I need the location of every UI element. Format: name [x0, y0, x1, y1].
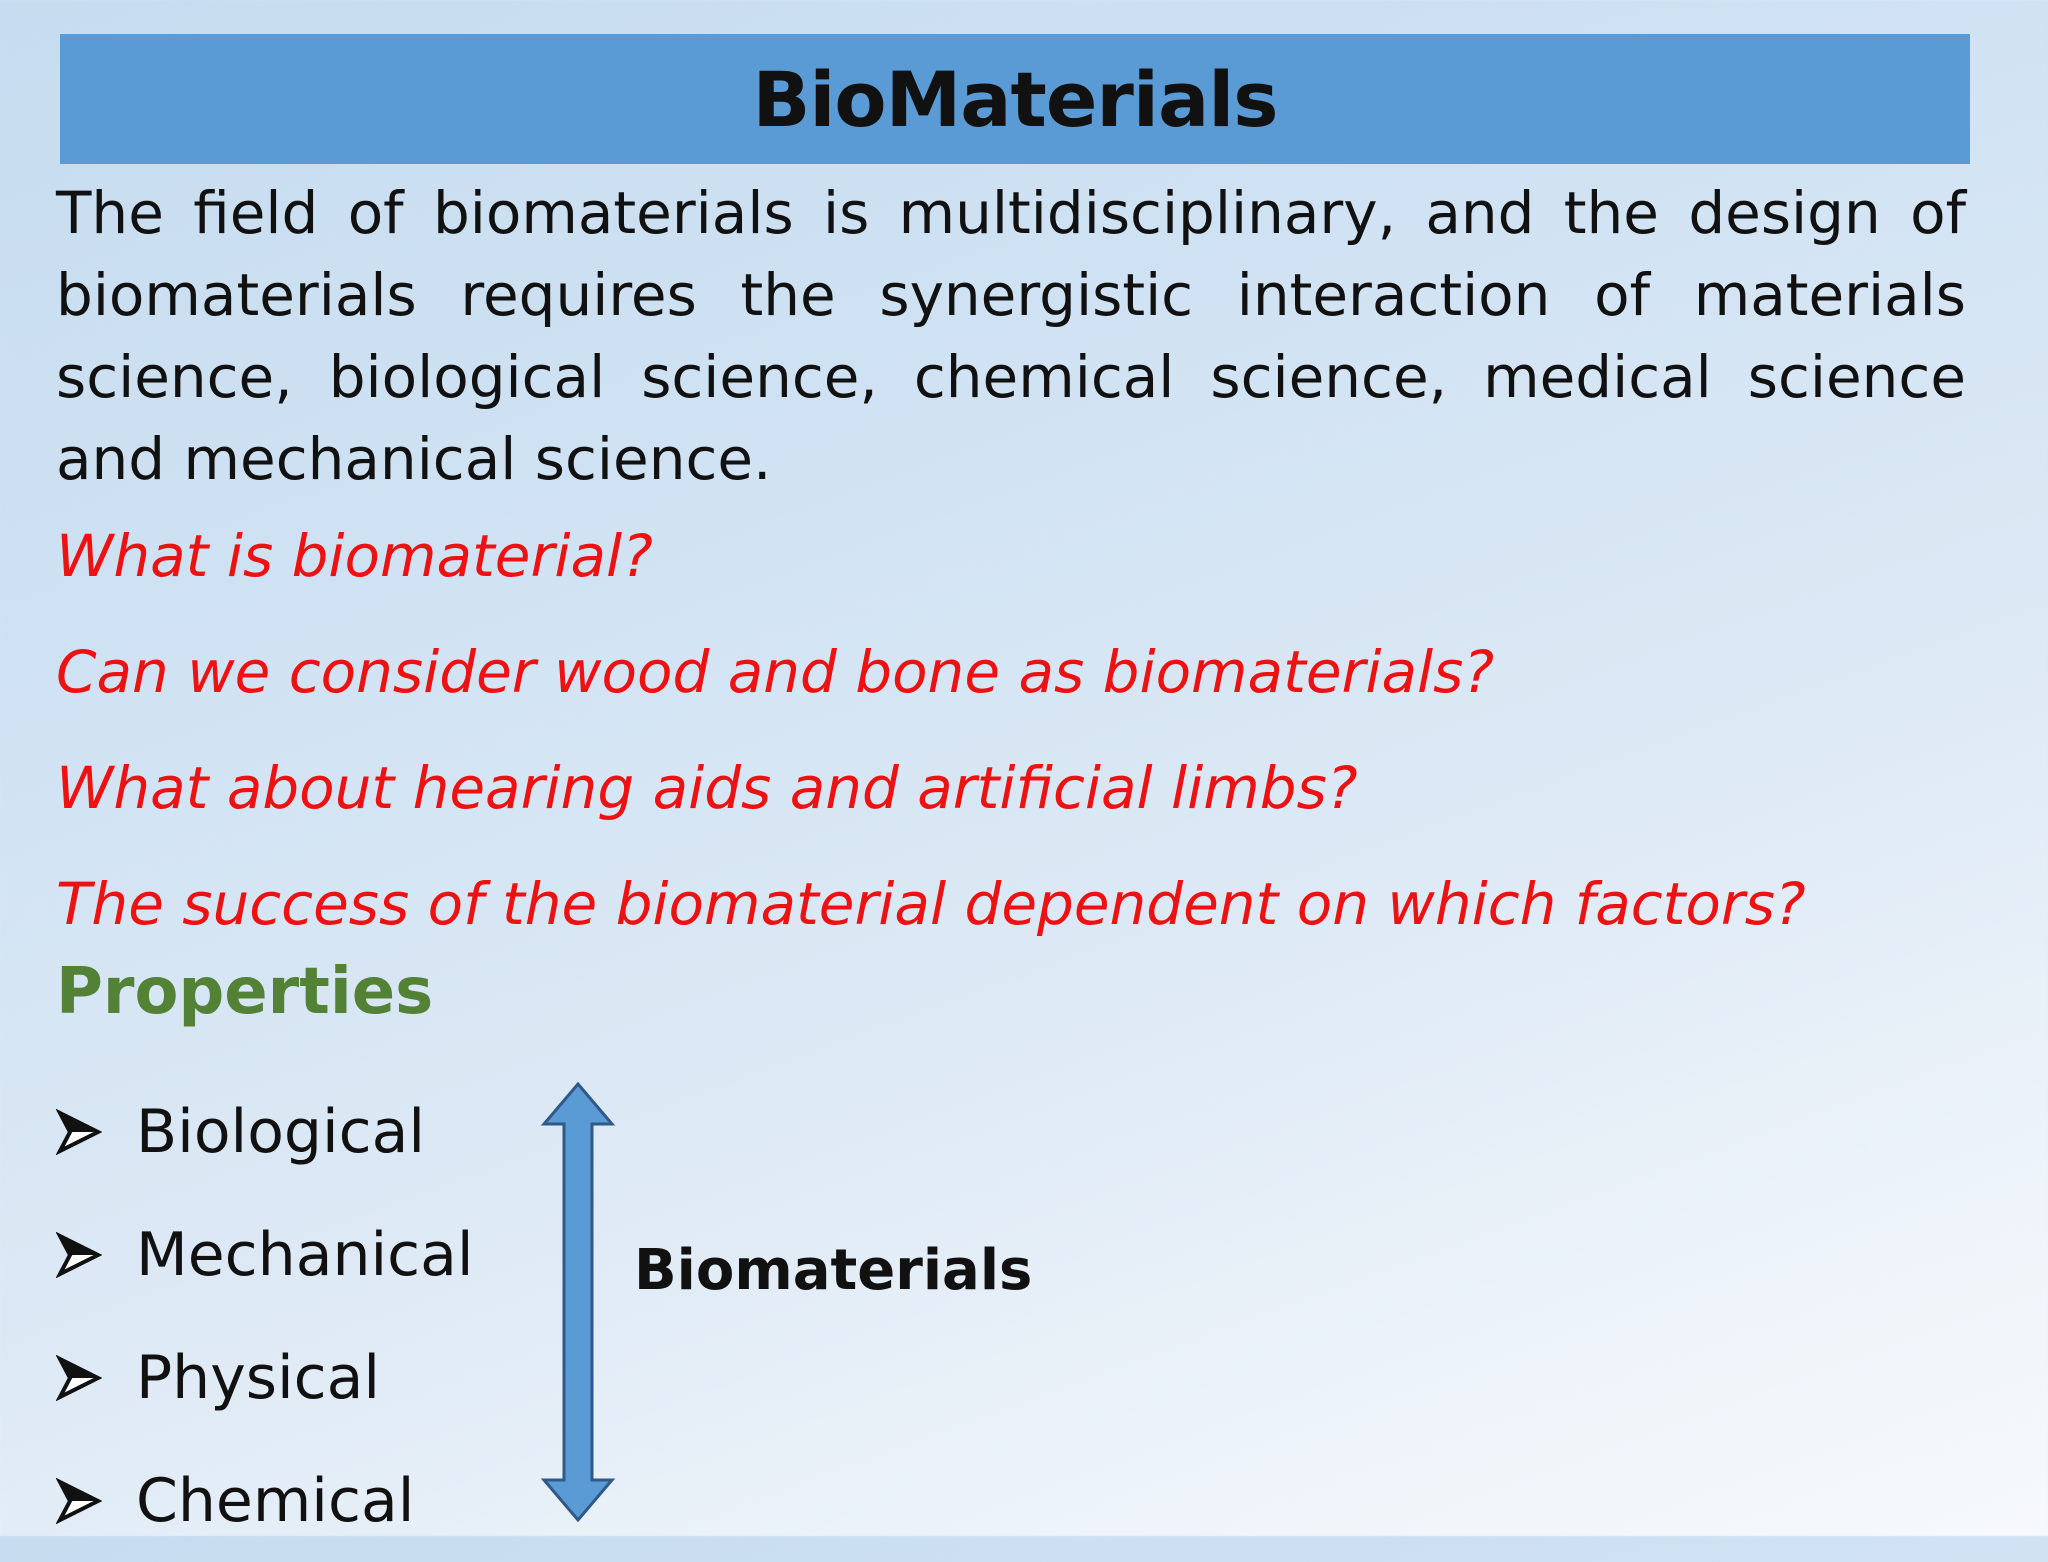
property-label: Chemical [136, 1465, 415, 1536]
properties-list [56, 1070, 536, 1562]
properties-heading: Properties [56, 955, 434, 1029]
intro-paragraph: The field of biomaterials is multidisciplinary, and the design of biomaterials requires the synergistic interaction of materials science, biological science, chemical science, medical science and mechanical science. [56, 179, 1966, 493]
up-down-arrow-icon [540, 1082, 616, 1522]
question-item: Can we consider wood and bone as biomaterials? [56, 638, 1495, 706]
property-item [56, 1439, 536, 1562]
question-item: What is biomaterial? [56, 522, 653, 590]
property-label: Physical [136, 1342, 381, 1413]
property-item [56, 1070, 536, 1193]
arrowhead-bullet-icon [56, 1471, 136, 1531]
question-item: The success of the biomaterial dependent on which factors? [56, 870, 1806, 938]
title-bar [60, 34, 1970, 164]
question-item: What about hearing aids and artificial limbs? [56, 754, 1358, 822]
arrowhead-bullet-icon [56, 1225, 136, 1285]
biomaterials-label: Biomaterials [634, 1238, 1033, 1303]
slide-title: BioMaterials [752, 54, 1278, 144]
arrowhead-bullet-icon [56, 1102, 136, 1162]
property-item [56, 1316, 536, 1439]
property-label: Mechanical [136, 1219, 474, 1290]
property-item [56, 1193, 536, 1316]
question-list [56, 510, 1966, 974]
arrowhead-bullet-icon [56, 1348, 136, 1408]
property-label: Biological [136, 1096, 426, 1167]
